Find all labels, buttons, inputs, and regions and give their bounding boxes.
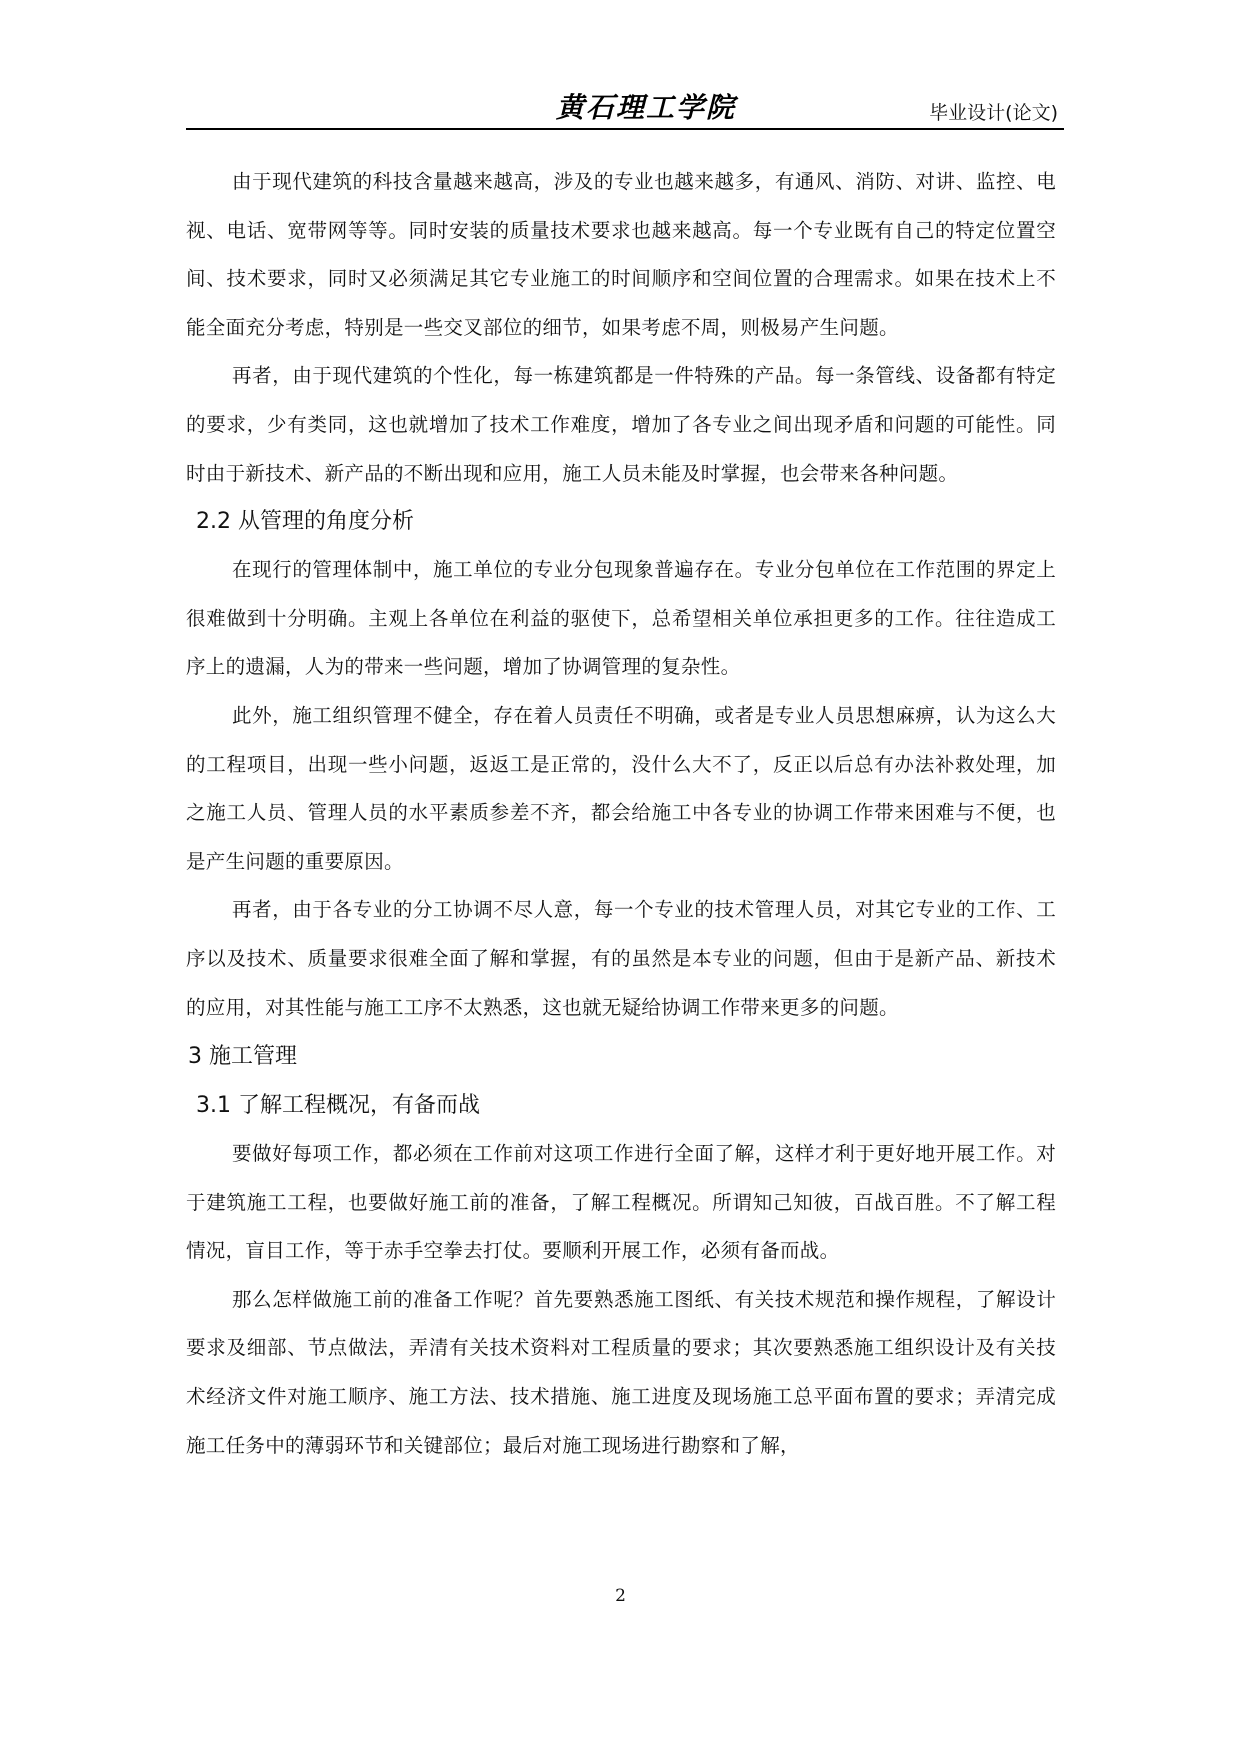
document-type-label: 毕业设计(论文) <box>929 102 1058 124</box>
header-divider <box>186 128 1064 130</box>
section-heading-3: 3 施工管理 <box>188 1044 297 1070</box>
section-heading-2-2: 2.2 从管理的角度分析 <box>196 509 414 535</box>
page-number: 2 <box>615 1586 626 1606</box>
section-heading-3-1: 3.1 了解工程概况，有备而战 <box>196 1093 480 1119</box>
paragraph-coordination: 再者，由于各专业的分工协调不尽人意，每一个专业的技术管理人员，对其它专业的工作、工序以及技术、质量要求很难全面了解和掌握，有的虽然是本专业的问题，但由于是新产品、新技术的应用，对其性能与施工工序不太熟悉，这也就无疑给协调工作带来更多的问题。 <box>186 898 1056 1019</box>
paragraph-individuality: 再者，由于现代建筑的个性化，每一栋建筑都是一件特殊的产品。每一条管线、设备都有特定的要求，少有类同，这也就增加了技术工作难度，增加了各专业之间出现矛盾和问题的可能性。同时由于新技术、新产品的不断出现和应用，施工人员未能及时掌握，也会带来各种问题。 <box>186 364 1056 485</box>
paragraph-tech-complexity: 由于现代建筑的科技含量越来越高，涉及的专业也越来越多，有通风、消防、对讲、监控、电视、电话、宽带网等等。同时安装的质量技术要求也越来越高。每一个专业既有自己的特定位置空间、技术要求，同时又必须满足其它专业施工的时间顺序和空间位置的合理需求。如果在技术上不能全面充分考虑，特别是一些交叉部位的细节，如果考虑不周，则极易产生问题。 <box>186 170 1056 339</box>
page-body <box>186 158 1056 1470</box>
paragraph-subcontracting: 在现行的管理体制中，施工单位的专业分包现象普遍存在。专业分包单位在工作范围的界定上很难做到十分明确。主观上各单位在利益的驱使下，总希望相关单位承担更多的工作。往往造成工序上的遗漏，人为的带来一些问题，增加了协调管理的复杂性。 <box>186 558 1056 679</box>
paragraph-preparation: 要做好每项工作，都必须在工作前对这项工作进行全面了解，这样才利于更好地开展工作。对于建筑施工工程，也要做好施工前的准备，了解工程概况。所谓知己知彼，百战百胜。不了解工程情况，盲目工作，等于赤手空拳去打仗。要顺利开展工作，必须有备而战。 <box>186 1142 1056 1263</box>
paragraph-organization: 此外，施工组织管理不健全，存在着人员责任不明确，或者是专业人员思想麻痹，认为这么大的工程项目，出现一些小问题，返返工是正常的，没什么大不了，反正以后总有办法补救处理，加之施工人员、管理人员的水平素质参差不齐，都会给施工中各专业的协调工作带来困难与不便，也是产生问题的重要原因。 <box>186 703 1056 873</box>
paragraph-how-to-prepare: 那么怎样做施工前的准备工作呢？首先要熟悉施工图纸、有关技术规范和操作规程，了解设计要求及细部、节点做法，弄清有关技术资料对工程质量的要求；其次要熟悉施工组织设计及有关技术经济文件对施工顺序、施工方法、技术措施、施工进度及现场施工总平面布置的要求；弄清完成施工任务中的薄弱环节和关键部位；最后对施工现场进行勘察和了解， <box>186 1287 1056 1457</box>
institution-logo-text: 黄石理工学院 <box>556 91 737 124</box>
page-header <box>186 84 1064 124</box>
